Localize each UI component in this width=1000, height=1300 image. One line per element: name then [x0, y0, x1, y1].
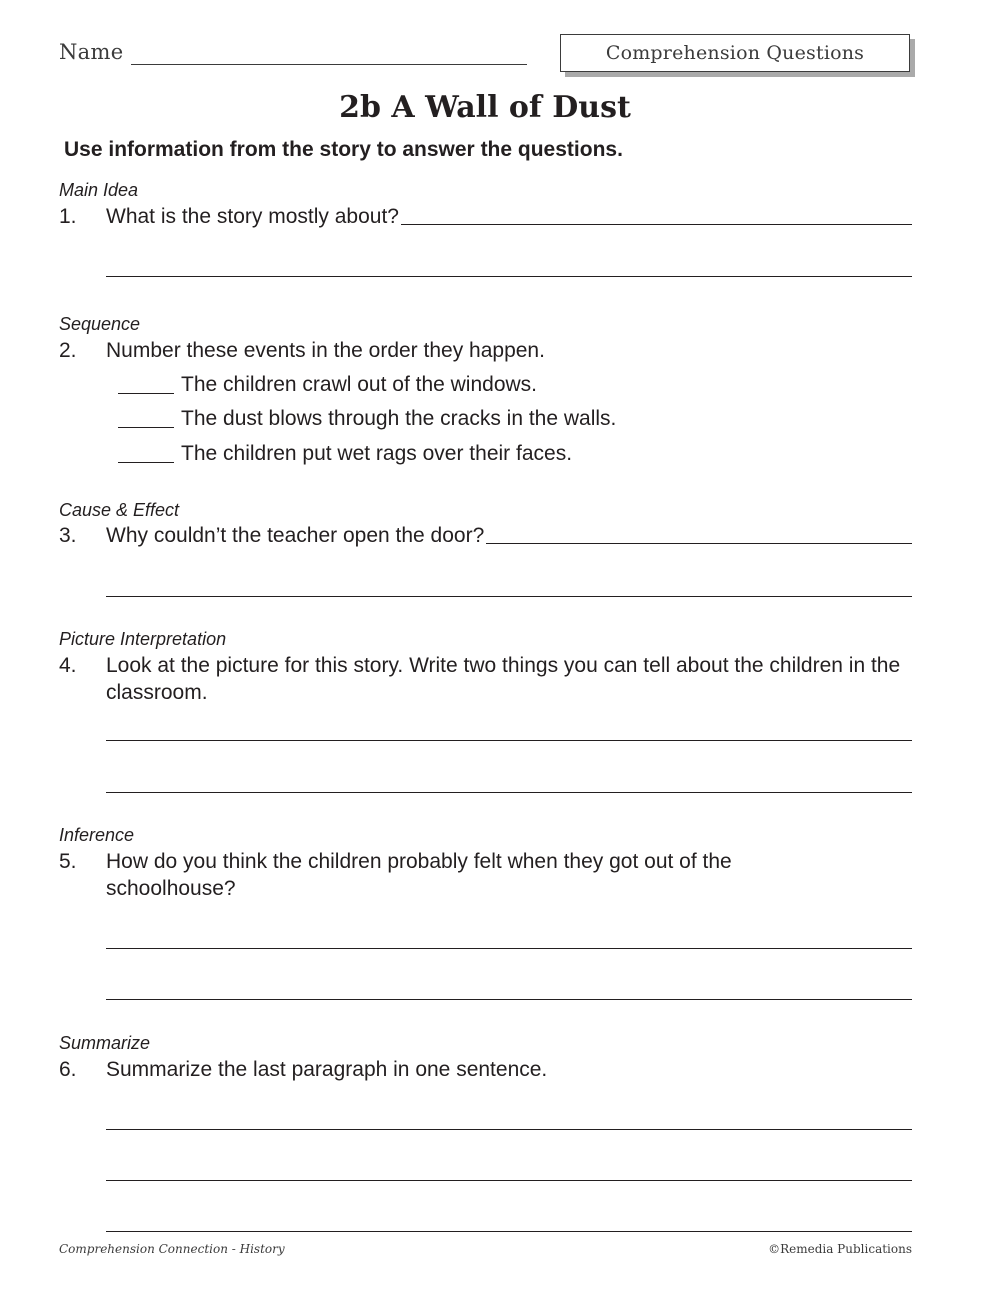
section-header-box — [560, 34, 910, 72]
sequence-blank-1[interactable] — [118, 393, 174, 394]
sequence-blank-2[interactable] — [118, 427, 174, 428]
question-1 — [106, 205, 912, 229]
answer-line-5a[interactable] — [106, 948, 912, 949]
question-2-text: Number these events in the order they happen. — [106, 339, 545, 362]
question-number-6: 6. — [59, 1058, 77, 1081]
sequence-item-2 — [118, 407, 616, 431]
skill-label-cause-effect: Cause & Effect — [59, 500, 180, 520]
name-input-line[interactable] — [131, 64, 527, 65]
question-number-1: 1. — [59, 205, 77, 228]
skill-label-main-idea: Main Idea — [59, 180, 139, 200]
footer-series: Comprehension Connection - History — [59, 1242, 285, 1256]
answer-line-4b[interactable] — [106, 792, 912, 793]
answer-line-1a[interactable] — [401, 224, 912, 225]
question-3-text: Why couldn’t the teacher open the door? — [106, 524, 485, 547]
sequence-item-1-text: The children crawl out of the windows. — [181, 373, 538, 396]
sequence-item-2-text: The dust blows through the cracks in the walls. — [181, 407, 617, 430]
skill-label-inference: Inference — [59, 825, 135, 845]
question-number-4: 4. — [59, 654, 77, 677]
question-3 — [106, 524, 912, 548]
answer-line-6b[interactable] — [106, 1180, 912, 1181]
instructions: Use information from the story to answer the questions. — [64, 138, 623, 161]
answer-line-5b[interactable] — [106, 999, 912, 1000]
question-number-5: 5. — [59, 850, 77, 873]
skill-label-sequence: Sequence — [59, 314, 141, 334]
sequence-item-3 — [118, 442, 572, 466]
answer-line-4a[interactable] — [106, 740, 912, 741]
skill-label-picture-interpretation: Picture Interpretation — [59, 629, 227, 649]
answer-line-6c[interactable] — [106, 1231, 912, 1232]
sequence-blank-3[interactable] — [118, 462, 174, 463]
name-label: Name — [59, 40, 124, 64]
sequence-item-3-text: The children put wet rags over their faces. — [181, 442, 573, 465]
skill-label-summarize: Summarize — [59, 1033, 151, 1053]
answer-line-1b[interactable] — [106, 276, 912, 277]
answer-line-3a[interactable] — [486, 543, 912, 544]
sequence-item-1 — [118, 373, 537, 397]
footer-copyright: ©Remedia Publications — [768, 1242, 912, 1256]
section-header-label: Comprehension Questions — [605, 42, 865, 64]
question-1-text: What is the story mostly about? — [106, 205, 399, 228]
page-title: 2b A Wall of Dust — [339, 90, 631, 125]
question-4-text: Look at the picture for this story. Write two things you can tell about the children in the classroom. — [106, 654, 901, 704]
question-number-3: 3. — [59, 524, 77, 547]
answer-line-3b[interactable] — [106, 596, 912, 597]
answer-line-6a[interactable] — [106, 1129, 912, 1130]
question-6-text: Summarize the last paragraph in one sentence. — [106, 1058, 548, 1081]
question-5-text: How do you think the children probably felt when they got out of the schoolhouse? — [106, 850, 732, 900]
question-number-2: 2. — [59, 339, 77, 362]
